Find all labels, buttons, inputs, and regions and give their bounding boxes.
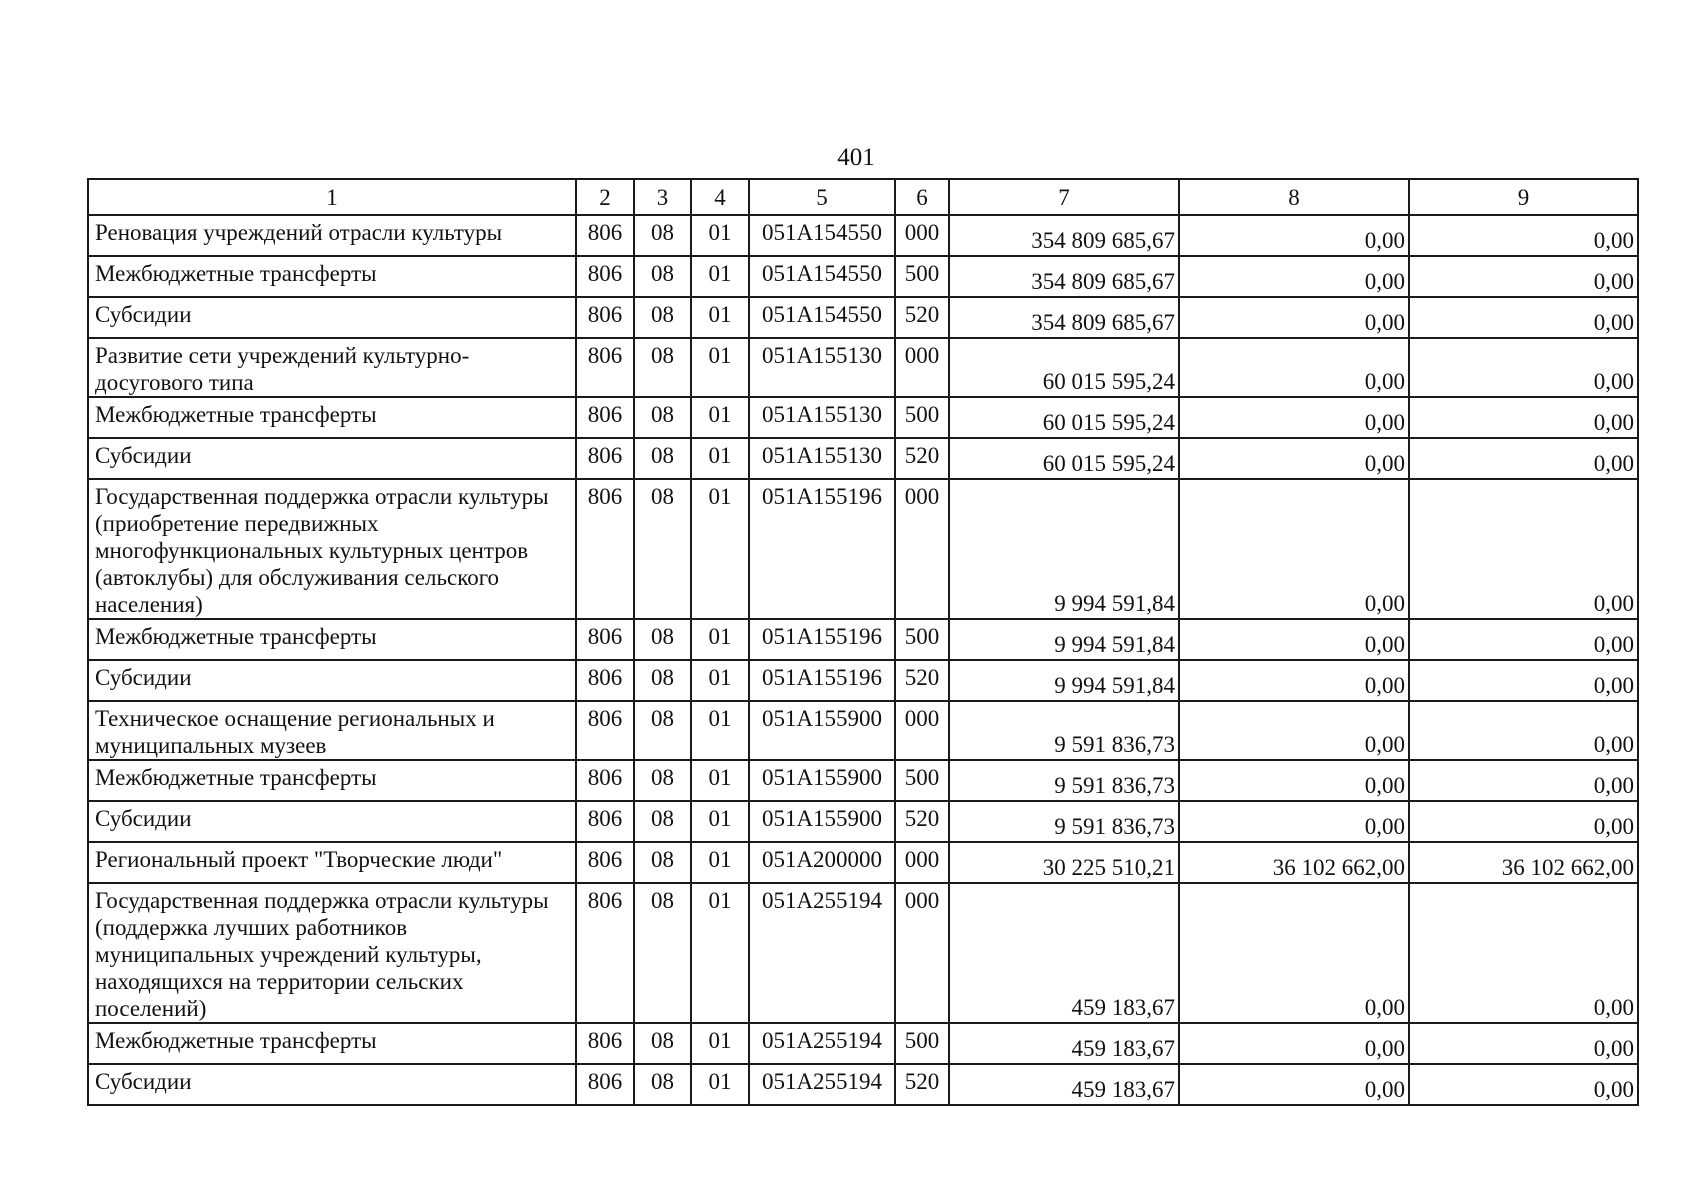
amount-col7-cell: 9 994 591,84 (949, 619, 1179, 660)
item-name-cell: Межбюджетные трансферты (88, 256, 576, 297)
table-row (88, 215, 1638, 256)
amount-col8-cell: 0,00 (1179, 619, 1409, 660)
subsection-code-cell: 01 (691, 760, 749, 801)
expense-type-cell: 000 (895, 842, 949, 883)
item-name-cell: Межбюджетные трансферты (88, 397, 576, 438)
amount-col8-cell: 36 102 662,00 (1179, 842, 1409, 883)
header-cell: 2 (576, 179, 634, 215)
expense-type-cell: 500 (895, 397, 949, 438)
amount-col8-cell: 0,00 (1179, 801, 1409, 842)
section-code-cell: 08 (634, 701, 691, 760)
table-row (88, 338, 1638, 397)
section-code-cell: 08 (634, 338, 691, 397)
table-row (88, 256, 1638, 297)
admin-code-cell: 806 (576, 1023, 634, 1064)
amount-col8-cell: 0,00 (1179, 479, 1409, 619)
admin-code-cell: 806 (576, 297, 634, 338)
amount-col8-cell: 0,00 (1179, 338, 1409, 397)
amount-col7-cell: 459 183,67 (949, 1023, 1179, 1064)
target-article-cell: 051А155130 (749, 338, 895, 397)
amount-col9-cell: 0,00 (1409, 338, 1638, 397)
item-name-cell: Развитие сети учреждений культурно-досугового типа (88, 338, 576, 397)
expense-type-cell: 000 (895, 215, 949, 256)
header-cell: 1 (88, 179, 576, 215)
amount-col7-cell: 9 591 836,73 (949, 801, 1179, 842)
admin-code-cell: 806 (576, 215, 634, 256)
header-cell: 9 (1409, 179, 1638, 215)
table-row (88, 883, 1638, 1023)
admin-code-cell: 806 (576, 660, 634, 701)
admin-code-cell: 806 (576, 842, 634, 883)
target-article-cell: 051А155900 (749, 801, 895, 842)
amount-col8-cell: 0,00 (1179, 1064, 1409, 1105)
amount-col7-cell: 354 809 685,67 (949, 256, 1179, 297)
page-number: 401 (837, 144, 875, 171)
expense-type-cell: 000 (895, 479, 949, 619)
amount-col8-cell: 0,00 (1179, 215, 1409, 256)
target-article-cell: 051А255194 (749, 883, 895, 1023)
target-article-cell: 051А155130 (749, 438, 895, 479)
amount-col7-cell: 30 225 510,21 (949, 842, 1179, 883)
admin-code-cell: 806 (576, 883, 634, 1023)
amount-col9-cell: 0,00 (1409, 883, 1638, 1023)
target-article-cell: 051А155196 (749, 660, 895, 701)
amount-col7-cell: 60 015 595,24 (949, 438, 1179, 479)
table-row (88, 619, 1638, 660)
expense-type-cell: 000 (895, 338, 949, 397)
amount-col9-cell: 0,00 (1409, 801, 1638, 842)
section-code-cell: 08 (634, 619, 691, 660)
subsection-code-cell: 01 (691, 479, 749, 619)
column-number-header (88, 179, 1638, 215)
section-code-cell: 08 (634, 660, 691, 701)
amount-col9-cell: 0,00 (1409, 1023, 1638, 1064)
subsection-code-cell: 01 (691, 701, 749, 760)
expense-type-cell: 500 (895, 256, 949, 297)
subsection-code-cell: 01 (691, 397, 749, 438)
header-cell: 5 (749, 179, 895, 215)
amount-col9-cell: 0,00 (1409, 297, 1638, 338)
section-code-cell: 08 (634, 801, 691, 842)
item-name-cell: Межбюджетные трансферты (88, 1023, 576, 1064)
admin-code-cell: 806 (576, 801, 634, 842)
header-cell: 6 (895, 179, 949, 215)
admin-code-cell: 806 (576, 760, 634, 801)
admin-code-cell: 806 (576, 479, 634, 619)
section-code-cell: 08 (634, 215, 691, 256)
subsection-code-cell: 01 (691, 801, 749, 842)
amount-col9-cell: 0,00 (1409, 760, 1638, 801)
subsection-code-cell: 01 (691, 338, 749, 397)
amount-col7-cell: 60 015 595,24 (949, 338, 1179, 397)
section-code-cell: 08 (634, 883, 691, 1023)
amount-col8-cell: 0,00 (1179, 701, 1409, 760)
amount-col9-cell: 0,00 (1409, 397, 1638, 438)
section-code-cell: 08 (634, 438, 691, 479)
subsection-code-cell: 01 (691, 438, 749, 479)
item-name-cell: Субсидии (88, 801, 576, 842)
amount-col7-cell: 9 994 591,84 (949, 660, 1179, 701)
subsection-code-cell: 01 (691, 1064, 749, 1105)
amount-col8-cell: 0,00 (1179, 1023, 1409, 1064)
item-name-cell: Техническое оснащение региональных и муниципальных музеев (88, 701, 576, 760)
amount-col8-cell: 0,00 (1179, 397, 1409, 438)
subsection-code-cell: 01 (691, 256, 749, 297)
amount-col7-cell: 9 994 591,84 (949, 479, 1179, 619)
subsection-code-cell: 01 (691, 619, 749, 660)
item-name-cell: Межбюджетные трансферты (88, 619, 576, 660)
item-name-cell: Региональный проект "Творческие люди" (88, 842, 576, 883)
item-name-cell: Государственная поддержка отрасли культуры (приобретение передвижных многофункциональных культурных центров (автоклубы) для обслуживания сельского населения) (88, 479, 576, 619)
amount-col9-cell: 0,00 (1409, 256, 1638, 297)
amount-col7-cell: 354 809 685,67 (949, 297, 1179, 338)
admin-code-cell: 806 (576, 1064, 634, 1105)
section-code-cell: 08 (634, 297, 691, 338)
amount-col7-cell: 354 809 685,67 (949, 215, 1179, 256)
table-row (88, 479, 1638, 619)
item-name-cell: Реновация учреждений отрасли культуры (88, 215, 576, 256)
admin-code-cell: 806 (576, 619, 634, 660)
subsection-code-cell: 01 (691, 842, 749, 883)
target-article-cell: 051А154550 (749, 297, 895, 338)
amount-col7-cell: 60 015 595,24 (949, 397, 1179, 438)
expense-type-cell: 520 (895, 801, 949, 842)
target-article-cell: 051А155900 (749, 760, 895, 801)
item-name-cell: Субсидии (88, 660, 576, 701)
subsection-code-cell: 01 (691, 297, 749, 338)
section-code-cell: 08 (634, 1023, 691, 1064)
target-article-cell: 051А255194 (749, 1023, 895, 1064)
amount-col8-cell: 0,00 (1179, 660, 1409, 701)
header-cell: 7 (949, 179, 1179, 215)
expense-type-cell: 500 (895, 619, 949, 660)
header-cell: 8 (1179, 179, 1409, 215)
amount-col9-cell: 0,00 (1409, 438, 1638, 479)
amount-col7-cell: 9 591 836,73 (949, 701, 1179, 760)
amount-col9-cell: 36 102 662,00 (1409, 842, 1638, 883)
budget-table (87, 178, 1639, 1106)
subsection-code-cell: 01 (691, 660, 749, 701)
target-article-cell: 051А255194 (749, 1064, 895, 1105)
table-row (88, 701, 1638, 760)
expense-type-cell: 500 (895, 1023, 949, 1064)
amount-col8-cell: 0,00 (1179, 297, 1409, 338)
table-row (88, 1064, 1638, 1105)
section-code-cell: 08 (634, 397, 691, 438)
header-cell: 4 (691, 179, 749, 215)
subsection-code-cell: 01 (691, 1023, 749, 1064)
target-article-cell: 051А155196 (749, 619, 895, 660)
expense-type-cell: 520 (895, 438, 949, 479)
item-name-cell: Субсидии (88, 438, 576, 479)
target-article-cell: 051А154550 (749, 256, 895, 297)
admin-code-cell: 806 (576, 256, 634, 297)
item-name-cell: Государственная поддержка отрасли культуры (поддержка лучших работников муниципальных учреждений культуры, находящихся на территории сельских поселений) (88, 883, 576, 1023)
section-code-cell: 08 (634, 760, 691, 801)
table-row (88, 760, 1638, 801)
amount-col9-cell: 0,00 (1409, 619, 1638, 660)
admin-code-cell: 806 (576, 397, 634, 438)
amount-col8-cell: 0,00 (1179, 760, 1409, 801)
subsection-code-cell: 01 (691, 215, 749, 256)
expense-type-cell: 520 (895, 297, 949, 338)
item-name-cell: Субсидии (88, 1064, 576, 1105)
target-article-cell: 051А155130 (749, 397, 895, 438)
expense-type-cell: 000 (895, 883, 949, 1023)
target-article-cell: 051А155196 (749, 479, 895, 619)
item-name-cell: Субсидии (88, 297, 576, 338)
header-cell: 3 (634, 179, 691, 215)
section-code-cell: 08 (634, 479, 691, 619)
table-row (88, 801, 1638, 842)
item-name-cell: Межбюджетные трансферты (88, 760, 576, 801)
amount-col8-cell: 0,00 (1179, 438, 1409, 479)
target-article-cell: 051А154550 (749, 215, 895, 256)
table-row (88, 842, 1638, 883)
expense-type-cell: 000 (895, 701, 949, 760)
target-article-cell: 051А200000 (749, 842, 895, 883)
amount-col7-cell: 459 183,67 (949, 883, 1179, 1023)
table-row (88, 397, 1638, 438)
expense-type-cell: 500 (895, 760, 949, 801)
amount-col9-cell: 0,00 (1409, 215, 1638, 256)
expense-type-cell: 520 (895, 1064, 949, 1105)
amount-col8-cell: 0,00 (1179, 883, 1409, 1023)
amount-col8-cell: 0,00 (1179, 256, 1409, 297)
section-code-cell: 08 (634, 842, 691, 883)
table-row (88, 1023, 1638, 1064)
amount-col9-cell: 0,00 (1409, 1064, 1638, 1105)
section-code-cell: 08 (634, 256, 691, 297)
table-row (88, 297, 1638, 338)
table-row (88, 660, 1638, 701)
target-article-cell: 051А155900 (749, 701, 895, 760)
amount-col7-cell: 9 591 836,73 (949, 760, 1179, 801)
admin-code-cell: 806 (576, 701, 634, 760)
amount-col9-cell: 0,00 (1409, 660, 1638, 701)
amount-col9-cell: 0,00 (1409, 479, 1638, 619)
section-code-cell: 08 (634, 1064, 691, 1105)
table-row (88, 438, 1638, 479)
amount-col7-cell: 459 183,67 (949, 1064, 1179, 1105)
amount-col9-cell: 0,00 (1409, 701, 1638, 760)
subsection-code-cell: 01 (691, 883, 749, 1023)
expense-type-cell: 520 (895, 660, 949, 701)
admin-code-cell: 806 (576, 438, 634, 479)
admin-code-cell: 806 (576, 338, 634, 397)
